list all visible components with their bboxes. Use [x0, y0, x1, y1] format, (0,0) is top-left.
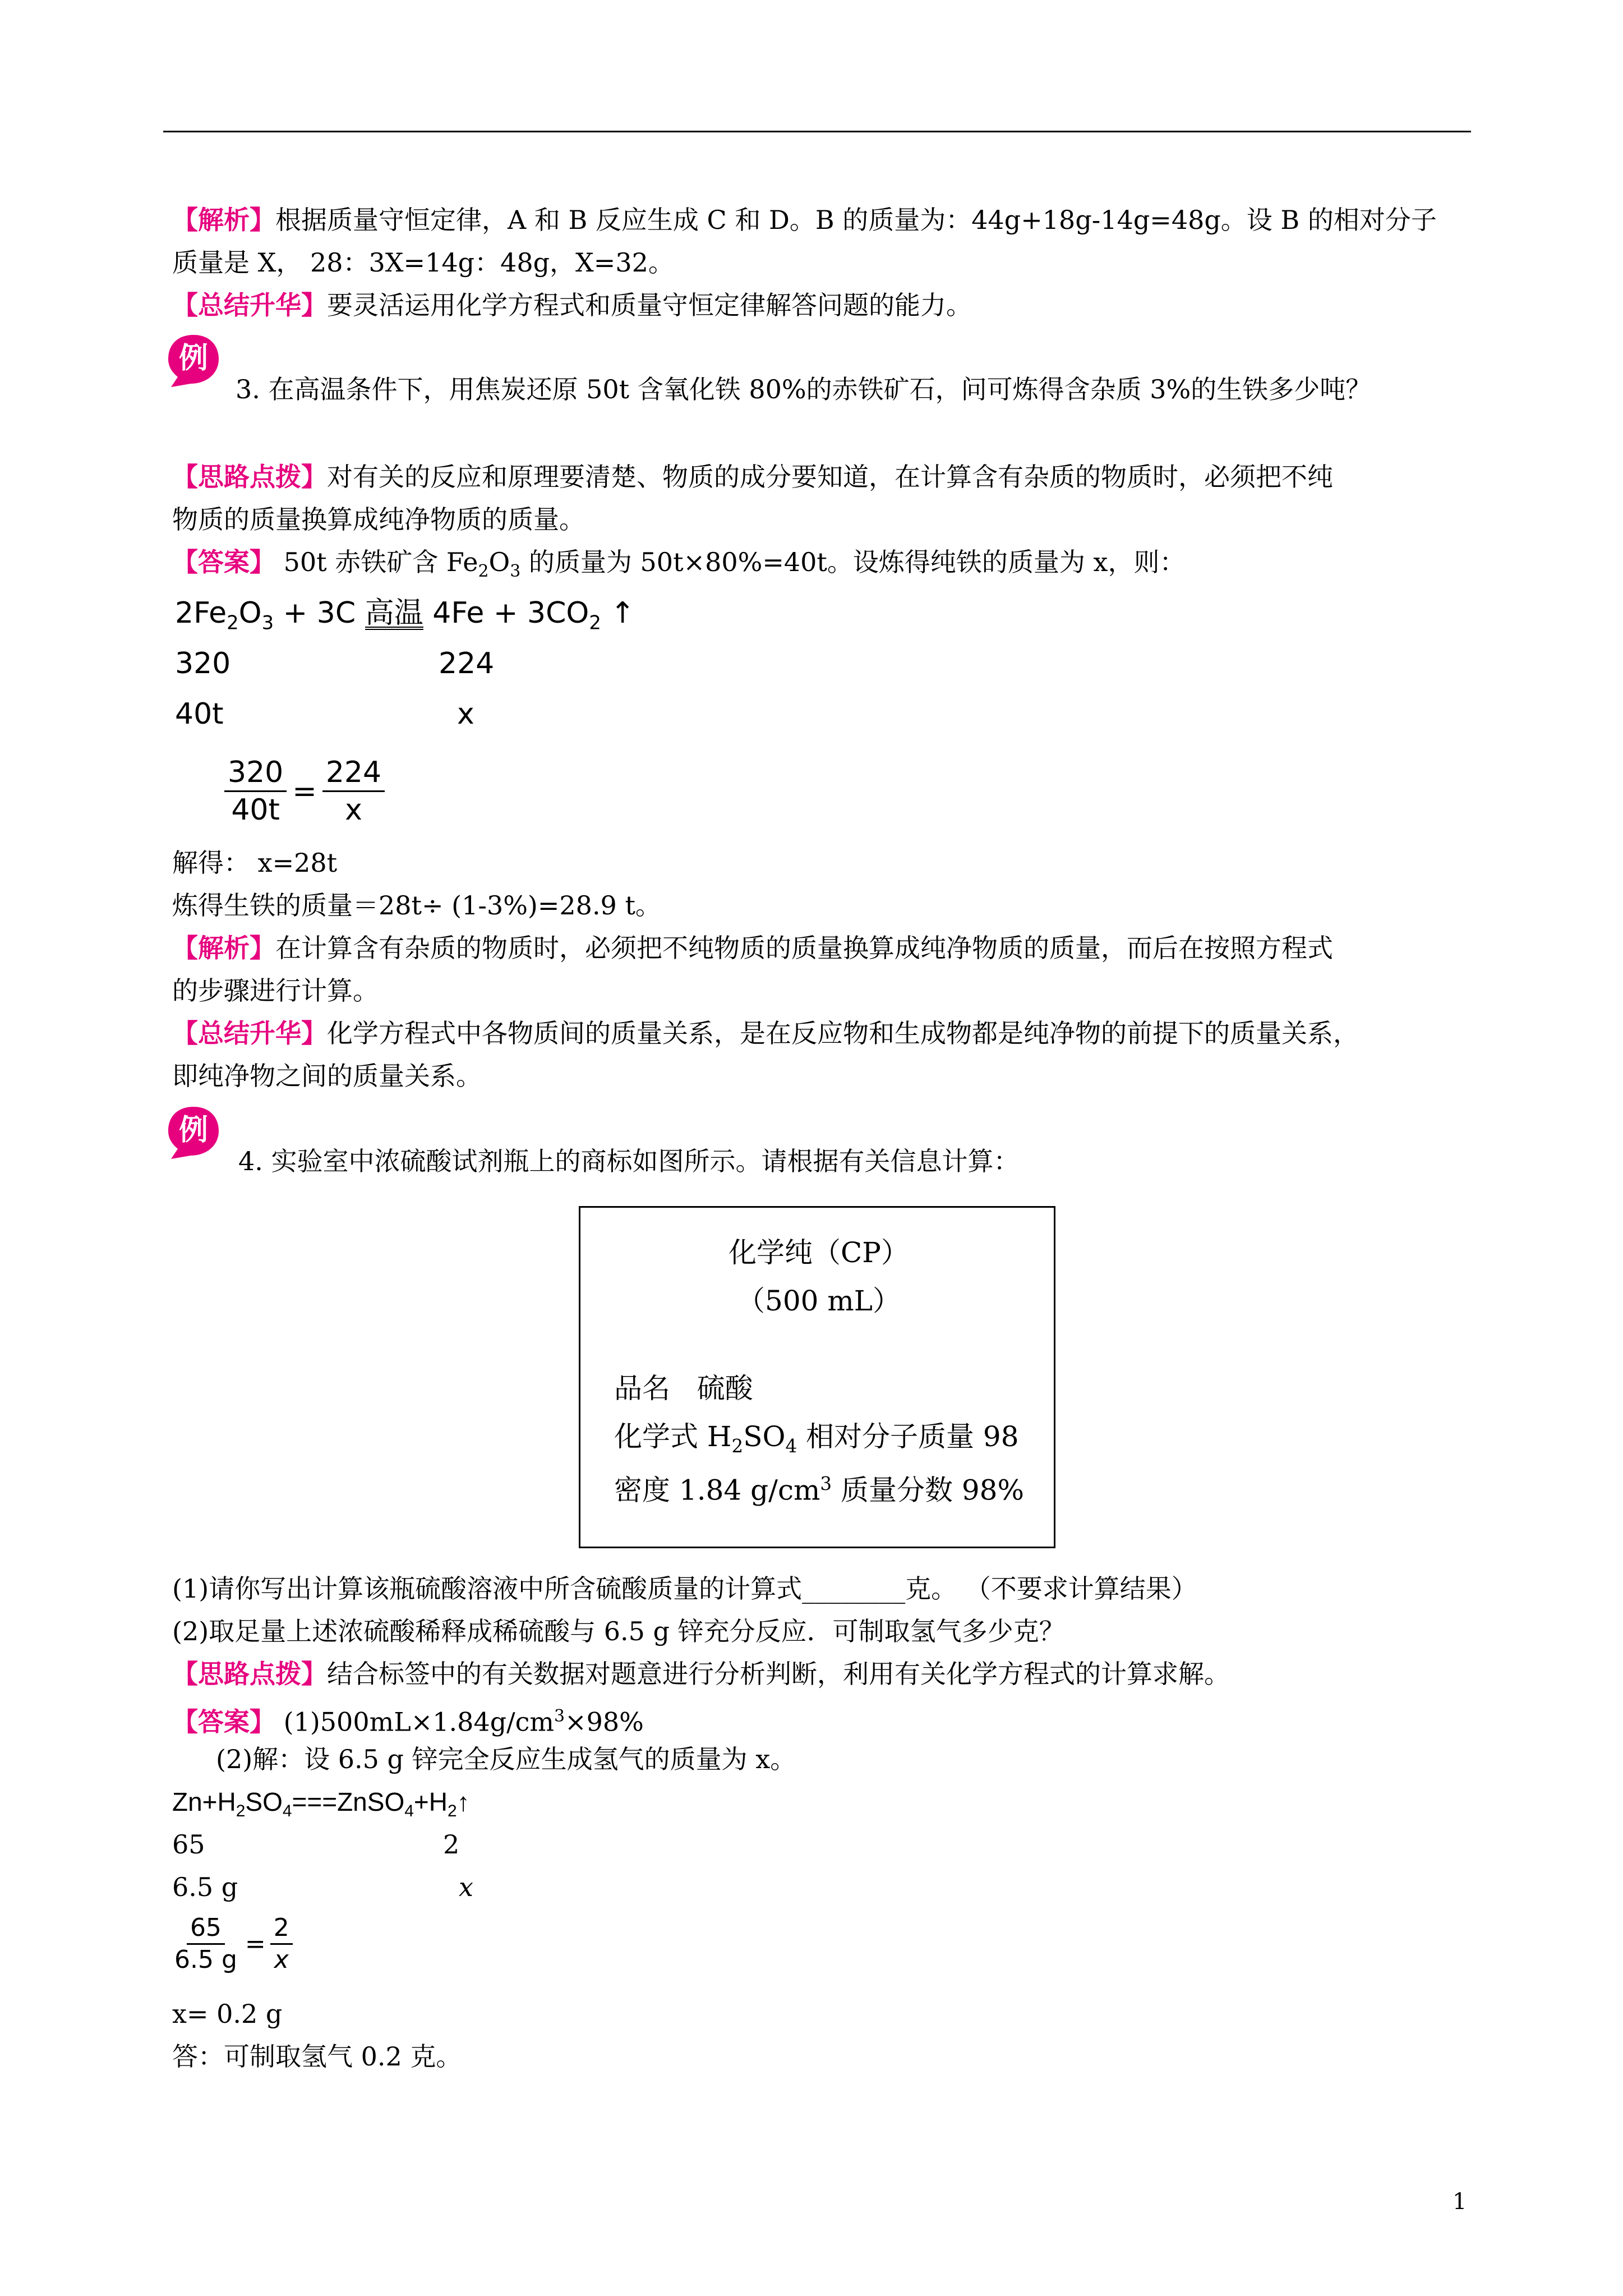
mass-value: x: [459, 1872, 473, 1902]
analysis-paragraph: 【解析】在计算含有杂质的物质时，必须把不纯物质的质量换算成纯净物质的质量，而后在按照方程式: [172, 933, 1333, 963]
badge-text: 例: [178, 342, 209, 375]
label-volume: （500 mL）: [737, 1285, 901, 1317]
label-name: 品名 硫酸: [614, 1372, 753, 1405]
result-line: x= 0.2 g: [172, 1999, 283, 2029]
proportion-fraction-1: $\frac{320}{40t}$ = $\frac{224}{x}$: [224, 754, 385, 828]
mass-value: 224: [439, 647, 495, 680]
analysis-line: 的步骤进行计算。: [172, 976, 379, 1006]
example-badge-icon: [165, 332, 222, 388]
mass-value: x: [457, 697, 474, 731]
hint-tag: 【思路点拨】: [172, 462, 327, 492]
summary-paragraph: 【总结升华】化学方程式中各物质间的质量关系，是在反应物和生成物都是纯净物的前提下的质量关系，: [172, 1018, 1359, 1048]
proportion-fraction-2: $\frac{65}{6.5 g}$ = $\frac{2}{x}$: [171, 1913, 293, 1975]
summary-paragraph: 【总结升华】要灵活运用化学方程式和质量守恒定律解答问题的能力。: [172, 290, 972, 320]
summary-line: 即纯净物之间的质量关系。: [172, 1061, 482, 1091]
reaction-condition: 高温: [365, 596, 423, 630]
answer-tag: 【答案】: [172, 1706, 275, 1737]
hint-tag: 【思路点拨】: [172, 1659, 327, 1689]
chemical-equation-1: $2Fe_2O_3 + 3C$ 高温 $4Fe + 3CO_2$ ↑: [175, 596, 635, 634]
reagent-label: [579, 1206, 1055, 1548]
analysis-line: 质量是 X， 28：3X=14g：48g，X=32。: [172, 247, 674, 278]
result-line: 炼得生铁的质量＝28t÷ (1-3%)=28.9 t。: [172, 890, 661, 921]
label-formula: 化学式 $H_2SO_4$ 相对分子质量 98: [614, 1420, 1019, 1457]
label-density: 密度 1.84 $g/cm^3$ 质量分数 98%: [614, 1473, 1024, 1507]
question-4-part-2: (2)取足量上述浓硫酸稀释成稀硫酸与 6.5 g 锌充分反应．可制取氢气多少克？: [172, 1616, 1065, 1646]
badge-text: 例: [178, 1114, 209, 1147]
hint-line: 物质的质量换算成纯净物质的质量。: [172, 504, 585, 535]
answer-part-2: (2)解：设 6.5 g 锌完全反应生成氢气的质量为 x。: [216, 1744, 796, 1774]
answer-tag: 【答案】: [172, 547, 275, 577]
question-4: 4. 实验室中浓硫酸试剂瓶上的商标如图所示。请根据有关信息计算：: [238, 1146, 1020, 1176]
mass-value: 320: [175, 647, 231, 680]
header-rule: [163, 131, 1471, 132]
question-3: 3. 在高温条件下，用焦炭还原 50t 含氧化铁 80%的赤铁矿石，问可炼得含杂质 3%的生铁多少吨？: [236, 374, 1372, 404]
solve-line: 解得： x=28t: [172, 848, 338, 878]
mass-value: 2: [443, 1829, 460, 1860]
mass-value: 40t: [175, 697, 224, 731]
answer-paragraph: 【答案】 50t 赤铁矿含 $Fe_2O_3$ 的质量为 50t×80%=40t。设炼得纯铁的质量为 x，则：: [172, 547, 1186, 582]
chemical-equation-2: $Zn+H_2SO_4===ZnSO_4+H_2↑$: [172, 1787, 470, 1821]
answer-paragraph: 【答案】 $(1)500mL\times 1.84g/cm^3\times 98\%$: [172, 1706, 644, 1737]
summary-tag: 【总结升华】: [172, 290, 327, 320]
final-answer: 答：可制取氢气 0.2 克。: [172, 2041, 462, 2072]
hint-paragraph: 【思路点拨】对有关的反应和原理要清楚、物质的成分要知道，在计算含有杂质的物质时，必须把不纯: [172, 462, 1333, 492]
mass-value: 65: [172, 1829, 205, 1860]
mass-value: 6.5 g: [172, 1872, 238, 1902]
label-grade: 化学纯（CP）: [728, 1236, 909, 1269]
analysis-tag: 【解析】: [172, 205, 275, 235]
analysis-paragraph: 【解析】根据质量守恒定律，A 和 B 反应生成 C 和 D。B 的质量为：44g+18g-14g=48g。设 B 的相对分子: [172, 205, 1437, 235]
page-number: 1: [1453, 2189, 1467, 2215]
analysis-tag: 【解析】: [172, 933, 275, 963]
hint-paragraph: 【思路点拨】结合标签中的有关数据对题意进行分析判断，利用有关化学方程式的计算求解。: [172, 1659, 1230, 1689]
summary-tag: 【总结升华】: [172, 1018, 327, 1048]
question-4-part-1: (1)请你写出计算该瓶硫酸溶液中所含硫酸质量的计算式________克。 （不要求计算结果）: [172, 1573, 1197, 1604]
example-badge-icon: [165, 1104, 222, 1160]
